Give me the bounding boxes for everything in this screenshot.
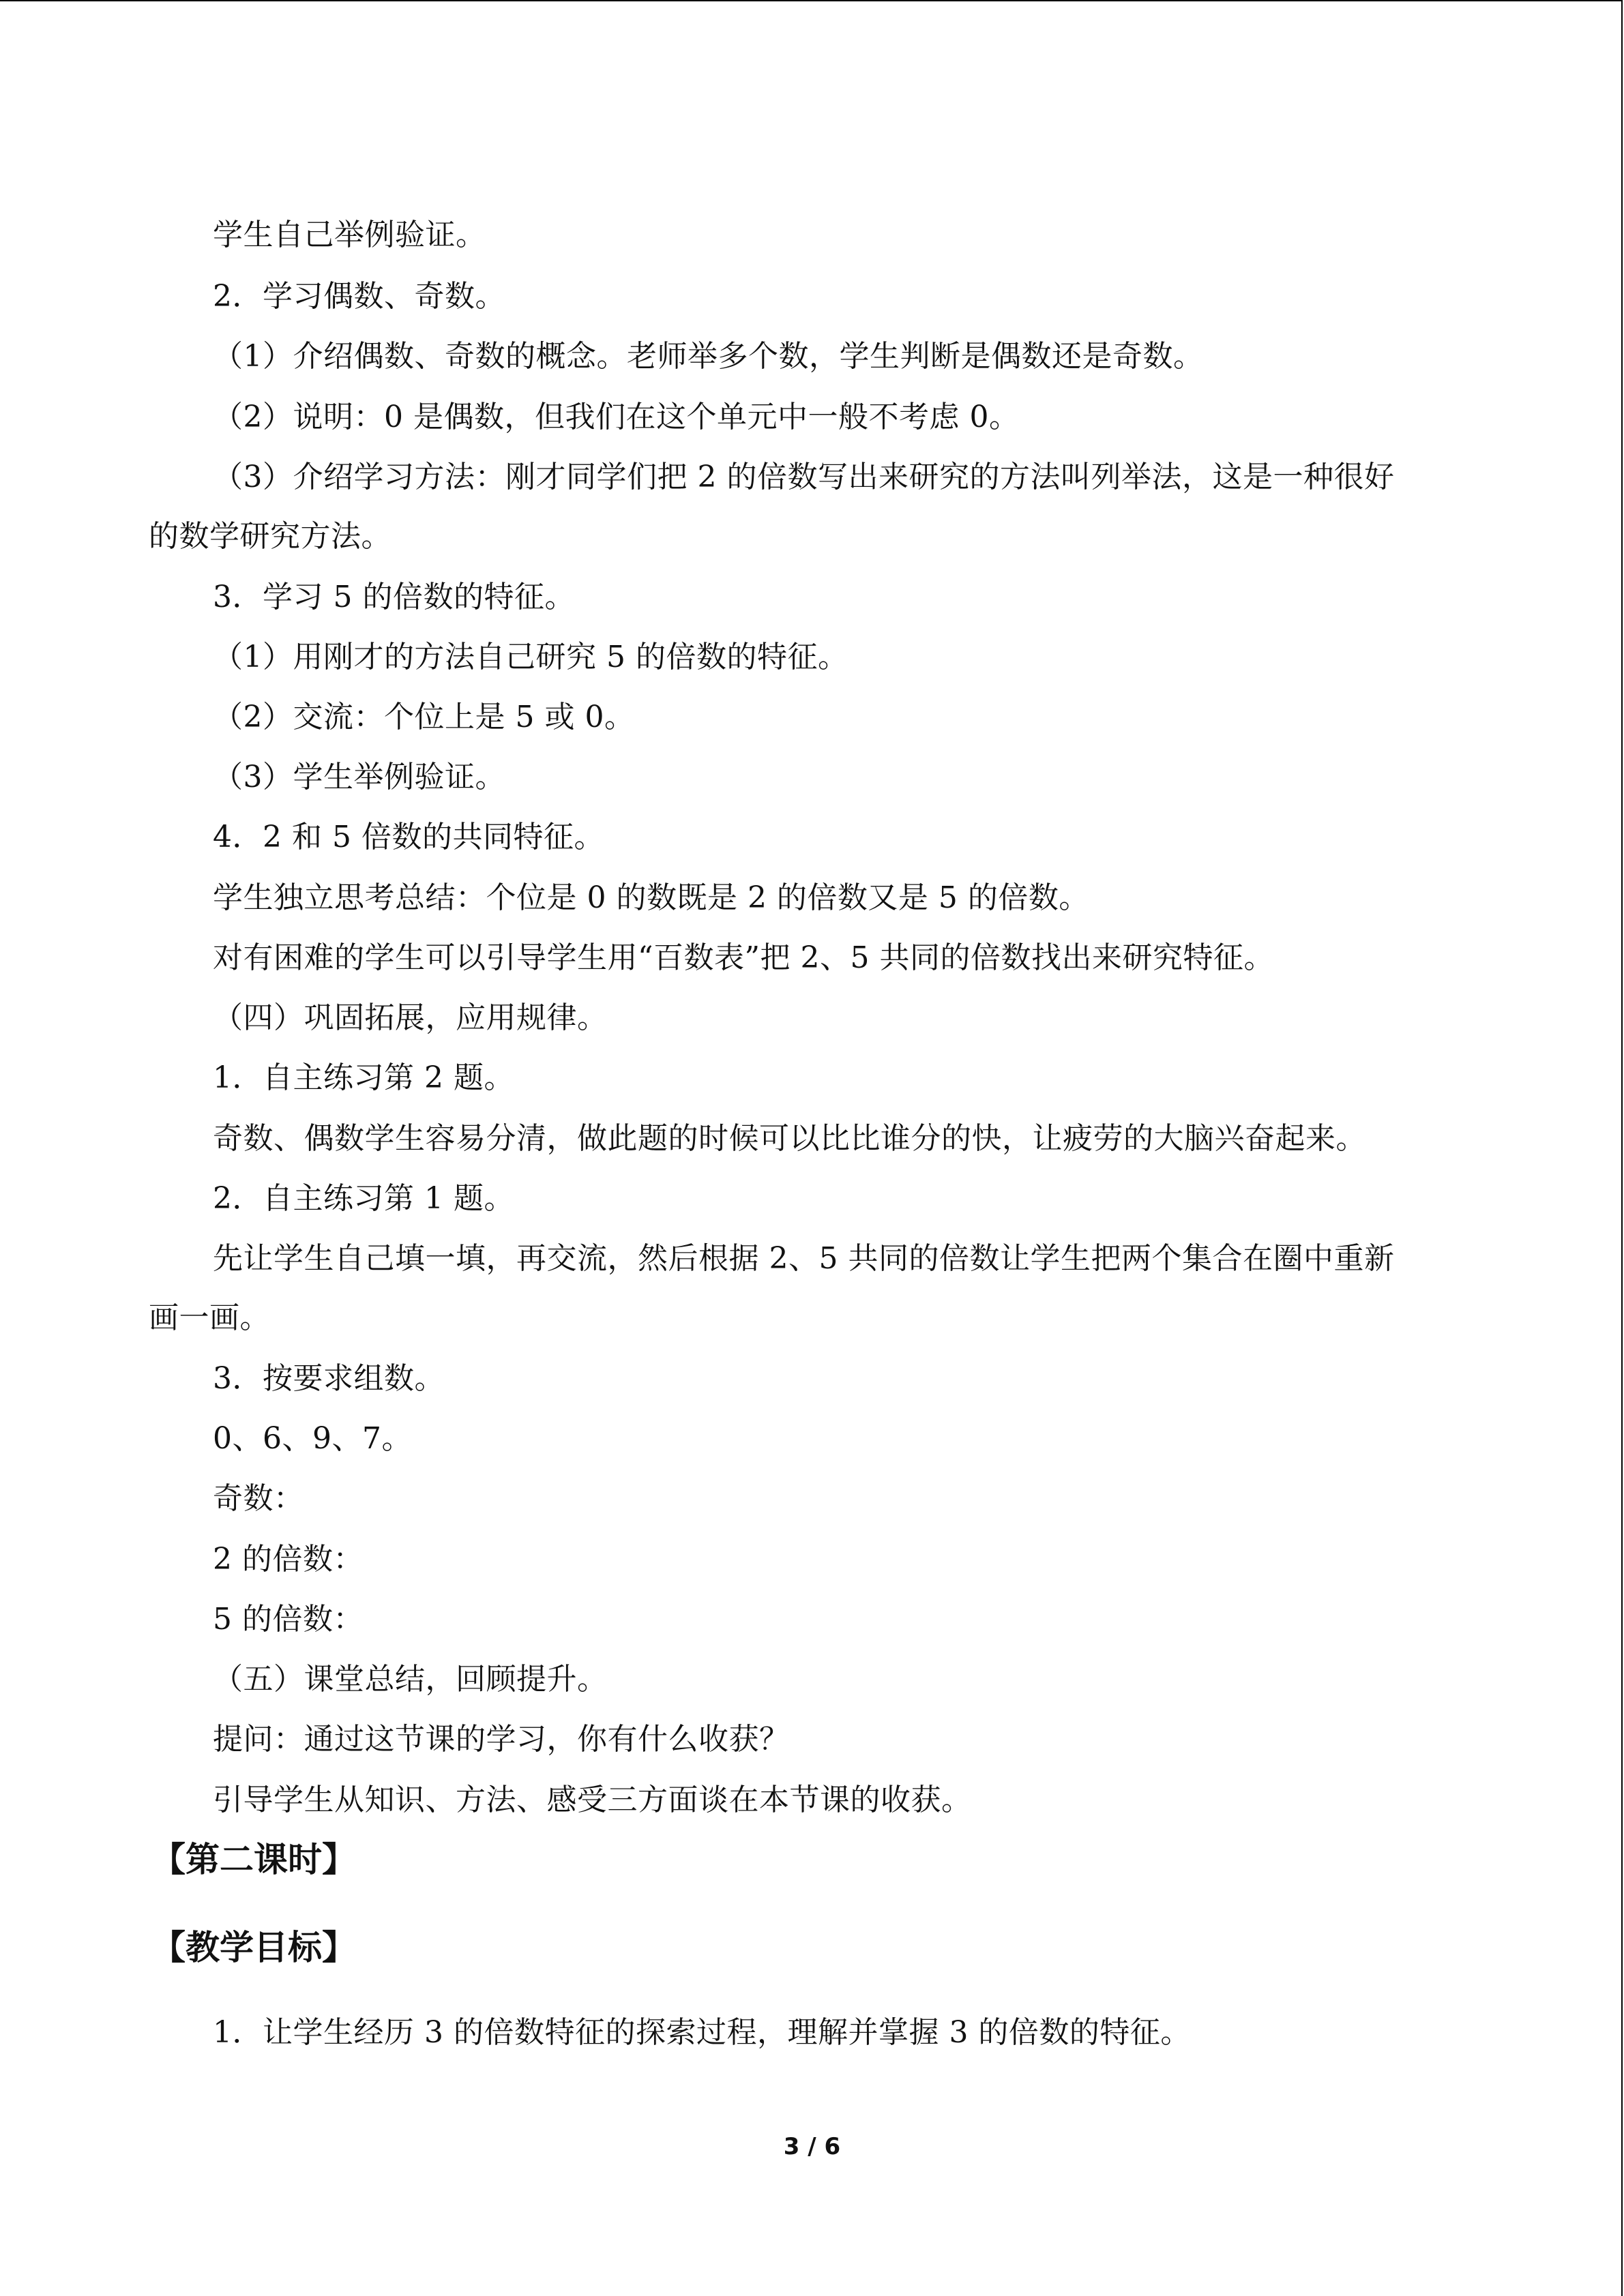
paragraph-line: （3）介绍学习方法：刚才同学们把 2 的倍数写出来研究的方法叫列举法，这是一种很好 [213, 460, 1395, 494]
paragraph-line: （1）用刚才的方法自己研究 5 的倍数的特征。 [213, 640, 848, 674]
paragraph-line: （3）学生举例验证。 [213, 760, 505, 794]
paragraph-line: 引导学生从知识、方法、感受三方面谈在本节课的收获。 [213, 1783, 972, 1817]
paragraph-line: 1．自主练习第 2 题。 [213, 1060, 514, 1095]
paragraph-line: 画一画。 [149, 1300, 270, 1335]
section-heading-lesson-2: 【第二课时】 [151, 1840, 356, 1879]
paragraph-line: （2）说明：0 是偶数，但我们在这个单元中一般不考虑 0。 [213, 400, 1020, 434]
paragraph-line: 2．学习偶数、奇数。 [213, 279, 505, 314]
page-number: 3 / 6 [783, 2133, 841, 2160]
objective-item: 1．让学生经历 3 的倍数特征的探索过程，理解并掌握 3 的倍数的特征。 [213, 2015, 1191, 2050]
paragraph-line: 2．自主练习第 1 题。 [213, 1181, 514, 1216]
paragraph-line: （四）巩固拓展，应用规律。 [213, 1000, 608, 1035]
paragraph-line: 先让学生自己填一填，再交流，然后根据 2、5 共同的倍数让学生把两个集合在圈中重新 [213, 1241, 1395, 1276]
paragraph-line: 3．学习 5 的倍数的特征。 [213, 580, 575, 614]
paragraph-line: （1）介绍偶数、奇数的概念。老师举多个数，学生判断是偶数还是奇数。 [213, 339, 1204, 374]
paragraph-line: 2 的倍数： [213, 1542, 364, 1577]
paragraph-line: （2）交流：个位上是 5 或 0。 [213, 700, 635, 734]
paragraph-line: 的数学研究方法。 [149, 519, 392, 554]
paragraph-line: 4．2 和 5 倍数的共同特征。 [213, 820, 604, 854]
section-heading-teaching-objectives: 【教学目标】 [151, 1928, 356, 1967]
paragraph-line: 3．按要求组数。 [213, 1361, 445, 1396]
paragraph-line: （五）课堂总结，回顾提升。 [213, 1662, 608, 1697]
paragraph-line: 5 的倍数： [213, 1602, 364, 1637]
paragraph-line: 对有困难的学生可以引导学生用“百数表”把 2、5 共同的倍数找出来研究特征。 [213, 940, 1274, 975]
paragraph-line: 学生独立思考总结：个位是 0 的数既是 2 的倍数又是 5 的倍数。 [213, 880, 1089, 915]
paragraph-line: 学生自己举例验证。 [213, 218, 486, 252]
paragraph-line: 奇数、偶数学生容易分清，做此题的时候可以比比谁分的快，让疲劳的大脑兴奋起来。 [213, 1121, 1366, 1156]
paragraph-line: 奇数： [213, 1481, 304, 1516]
paragraph-line: 0、6、9、7。 [213, 1421, 412, 1456]
paragraph-line: 提问：通过这节课的学习，你有什么收获？ [213, 1722, 790, 1757]
